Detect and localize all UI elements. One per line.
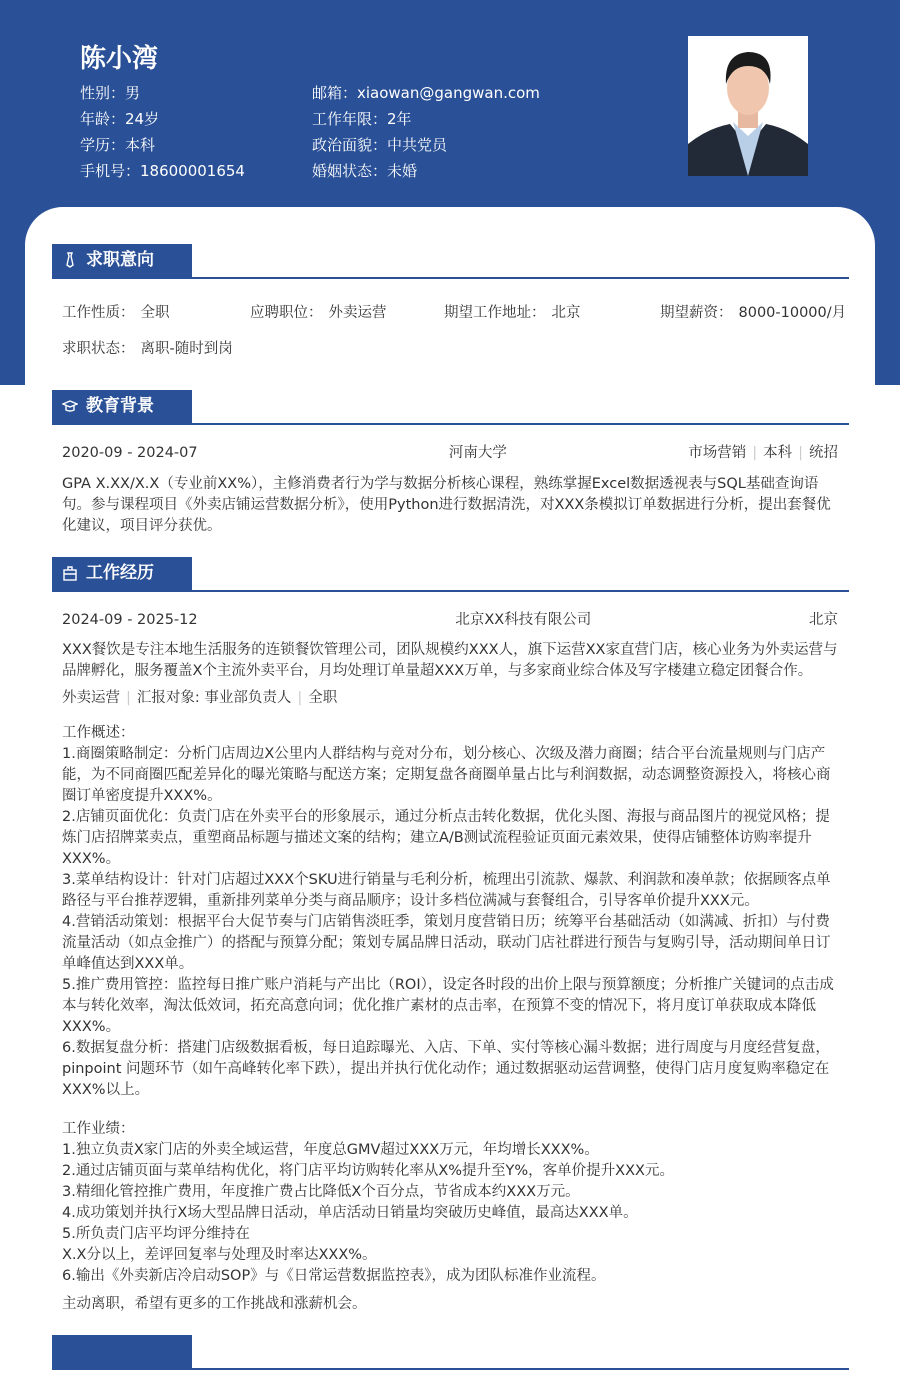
result-item: X.X分以上，差评回复率与处理及时率达XXX%。 bbox=[62, 1247, 377, 1263]
education-row: 2020-09 - 2024-07 河南大学 市场营销 | 本科 | 统招 bbox=[62, 445, 838, 461]
intent-item: 应聘职位： 外卖运营 bbox=[250, 305, 387, 321]
result-item: 3.精细化管控推广费用，年度推广费占比降低X个百分点，节省成本约XXX万元。 bbox=[62, 1184, 580, 1200]
education-level: 学历：本科 bbox=[80, 136, 156, 154]
result-item: 2.通过店铺页面与菜单结构优化，将门店平均访购转化率从X%提升至Y%，客单价提升XXX元。 bbox=[62, 1163, 674, 1179]
phone: 手机号：18600001654 bbox=[80, 162, 245, 180]
intent-item: 工作性质： 全职 bbox=[62, 305, 170, 321]
tie-icon bbox=[62, 252, 78, 268]
overview-item: 6.数据复盘分析：搭建门店级数据看板，每日追踪曝光、入店、下单、实付等核心漏斗数据；进行周度与月度经营复盘，pinpoint 问题环节（如午高峰转化率下跌），提出并执行优化动作；通过数据驱动运营调整，使得门店月度复购率稳定在XXX%以上。 bbox=[62, 1040, 830, 1098]
work-row: 2024-09 - 2025-12 北京XX科技有限公司 北京 bbox=[62, 612, 838, 628]
overview-item: 3.菜单结构设计：针对门店超过XXX个SKU进行销量与毛利分析，梳理出引流款、爆款、利润款和凑单款；依据顾客点单路径与平台推荐逻辑，重新排列菜单分类与商品顺序；设计多档位满减与套餐组合，引导客单价提升XXX元。 bbox=[62, 872, 831, 909]
education-description: GPA X.XX/X.X（专业前XX%），主修消费者行为学与数据分析核心课程，熟练掌握Excel数据透视表与SQL基础查询语句。参与课程项目《外卖店铺运营数据分析》，使用Python进行数据清洗，对XXX条模拟订单数据进行分析，提出套餐优化建议，项目评分获优。 bbox=[62, 476, 831, 534]
overview-item: 4.营销活动策划：根据平台大促节奏与门店销售淡旺季，策划月度营销日历；统筹平台基础活动（如满减、折扣）与付费流量活动（如点金推广）的搭配与预算分配；策划专属品牌日活动，联动门店社群进行预告与复购引导，活动期间单日订单峰值达到XXX单。 bbox=[62, 914, 831, 972]
result-item: 4.成功策划并执行X场大型品牌日活动，单店活动日销量均突破历史峰值，最高达XXX单。 bbox=[62, 1205, 638, 1221]
section-title: 教育背景 bbox=[86, 396, 154, 416]
section-title: 求职意向 bbox=[86, 250, 154, 270]
work-results: 工作业绩： 1.独立负责X家门店的外卖全域运营，年度总GMV超过XXX万元，年均增长XXX%。 2.通过店铺页面与菜单结构优化，将门店平均访购转化率从X%提升至Y%，客单价提升XXX元。 3.精细化管控推广费用，年度推广费占比降低X个百分点，节省成本约XXX万元。 4.成功策划并执行X场大型品牌日活动，单店活动日销量均突破历史峰值，最高达XXX单。 5.所负责门店平均评分维持在 X.X分以上，差评回复率与处理及时率达XXX%。 6.输出《外卖新店冷启动SOP》与《日常运营数据监控表》，成为团队标准作业流程。 bbox=[62, 1119, 838, 1287]
marital-status: 婚姻状态：未婚 bbox=[312, 162, 418, 180]
leave-reason: 主动离职，希望有更多的工作挑战和涨薪机会。 bbox=[62, 1296, 367, 1312]
work-entry bbox=[52, 610, 838, 1315]
education-entry bbox=[52, 443, 838, 537]
political-status: 政治面貌：中共党员 bbox=[312, 136, 448, 154]
work-tags: 外卖运营 | 汇报对象: 事业部负责人 | 全职 bbox=[62, 690, 338, 706]
result-item: 6.输出《外卖新店冷启动SOP》与《日常运营数据监控表》，成为团队标准作业流程。 bbox=[62, 1268, 606, 1284]
result-item: 5.所负责门店平均评分维持在 bbox=[62, 1226, 250, 1242]
work-overview: 工作概述： 1.商圈策略制定：分析门店周边X公里内人群结构与竞对分布，划分核心、次级及潜力商圈；结合平台流量规则与门店产能，为不同商圈匹配差异化的曝光策略与配送方案；定期复盘各商圈单量占比与利润数据，动态调整资源投入，将核心商圈订单密度提升XXX%。 2.店铺页面优化：负责门店在外卖平台的形象展示，通过分析点击转化数据，优化头图、海报与商品图片的视觉风格；提炼门店招牌菜卖点，重塑商品标题与描述文案的结构；建立A/B测试流程验证页面元素效果，使得店铺整体访购率提升XXX%。 3.菜单结构设计：针对门店超过XXX个SKU进行销量与毛利分析，梳理出引流款、爆款、利润款和凑单款；依据顾客点单路径与平台推荐逻辑，重新排列菜单分类与商品顺序；设计多档位满减与套餐组合，引导客单价提升XXX元。 4.营销活动策划：根据平台大促节奏与门店销售淡旺季，策划月度营销日历；统筹平台基础活动（如满减、折扣）与付费流量活动（如点金推广）的搭配与预算分配；策划专属品牌日活动，联动门店社群进行预告与复购引导，活动期间单日订单峰值达到XXX单。 5.推广费用管控：监控每日推广账户消耗与产出比（ROI），设定各时段的出价上限与预算额度；分析推广关键词的点击成本与转化效率，淘汰低效词，拓充高意向词；优化推广素材的点击率，在预算不变的情况下，将月度订单获取成本降低XXX%。 6.数据复盘分析：搭建门店级数据看板，每日追踪曝光、入店、下单、实付等核心漏斗数据；进行周度与月度经营复盘，pinpoint 问题环节（如午高峰转化率下跌），提出并执行优化动作；通过数据驱动运营调整，使得门店月度复购率稳定在XXX%以上。 bbox=[62, 723, 838, 1101]
work-years: 工作年限：2年 bbox=[312, 110, 412, 128]
graduation-cap-icon bbox=[62, 398, 78, 414]
overview-item: 5.推广费用管控：监控每日推广账户消耗与产出比（ROI），设定各时段的出价上限与预算额度；分析推广关键词的点击成本与转化效率，淘汰低效词，拓充高意向词；优化推广素材的点击率，在预算不变的情况下，将月度订单获取成本降低XXX%。 bbox=[62, 977, 834, 1035]
intent-item: 求职状态： 离职-随时到岗 bbox=[62, 341, 233, 357]
section-header-next bbox=[52, 1335, 849, 1370]
age: 年龄：24岁 bbox=[80, 110, 160, 128]
intent-list bbox=[52, 303, 847, 360]
email: 邮箱：xiaowan@gangwan.com bbox=[312, 84, 540, 102]
section-header-work bbox=[52, 557, 849, 592]
overview-item: 2.店铺页面优化：负责门店在外卖平台的形象展示，通过分析点击转化数据，优化头图、海报与商品图片的视觉风格；提炼门店招牌菜卖点，重塑商品标题与描述文案的结构；建立A/B测试流程验证页面元素效果，使得店铺整体访购率提升XXX%。 bbox=[62, 809, 830, 867]
candidate-name: 陈小湾 bbox=[80, 44, 159, 74]
gender: 性别：男 bbox=[80, 84, 141, 102]
company-intro: XXX餐饮是专注本地生活服务的连锁餐饮管理公司，团队规模约XXX人，旗下运营XX家直营门店，核心业务为外卖运营与品牌孵化，服务覆盖X个主流外卖平台，月均处理订单量超XXX万单，与多家商业综合体及写字楼建立稳定团餐合作。 bbox=[62, 642, 838, 679]
intent-item: 期望薪资： 8000-10000/月 bbox=[660, 305, 847, 321]
overview-item: 1.商圈策略制定：分析门店周边X公里内人群结构与竞对分布，划分核心、次级及潜力商圈；结合平台流量规则与门店产能，为不同商圈匹配差异化的曝光策略与配送方案；定期复盘各商圈单量占比与利润数据，动态调整资源投入，将核心商圈订单密度提升XXX%。 bbox=[62, 746, 831, 804]
section-title: 工作经历 bbox=[86, 563, 154, 583]
result-item: 1.独立负责X家门店的外卖全域运营，年度总GMV超过XXX万元，年均增长XXX%。 bbox=[62, 1142, 599, 1158]
intent-item: 期望工作地址： 北京 bbox=[444, 305, 581, 321]
resume-content bbox=[52, 0, 849, 1390]
briefcase-icon bbox=[62, 565, 78, 581]
section-header-intent bbox=[52, 244, 849, 279]
section-header-education bbox=[52, 390, 849, 425]
